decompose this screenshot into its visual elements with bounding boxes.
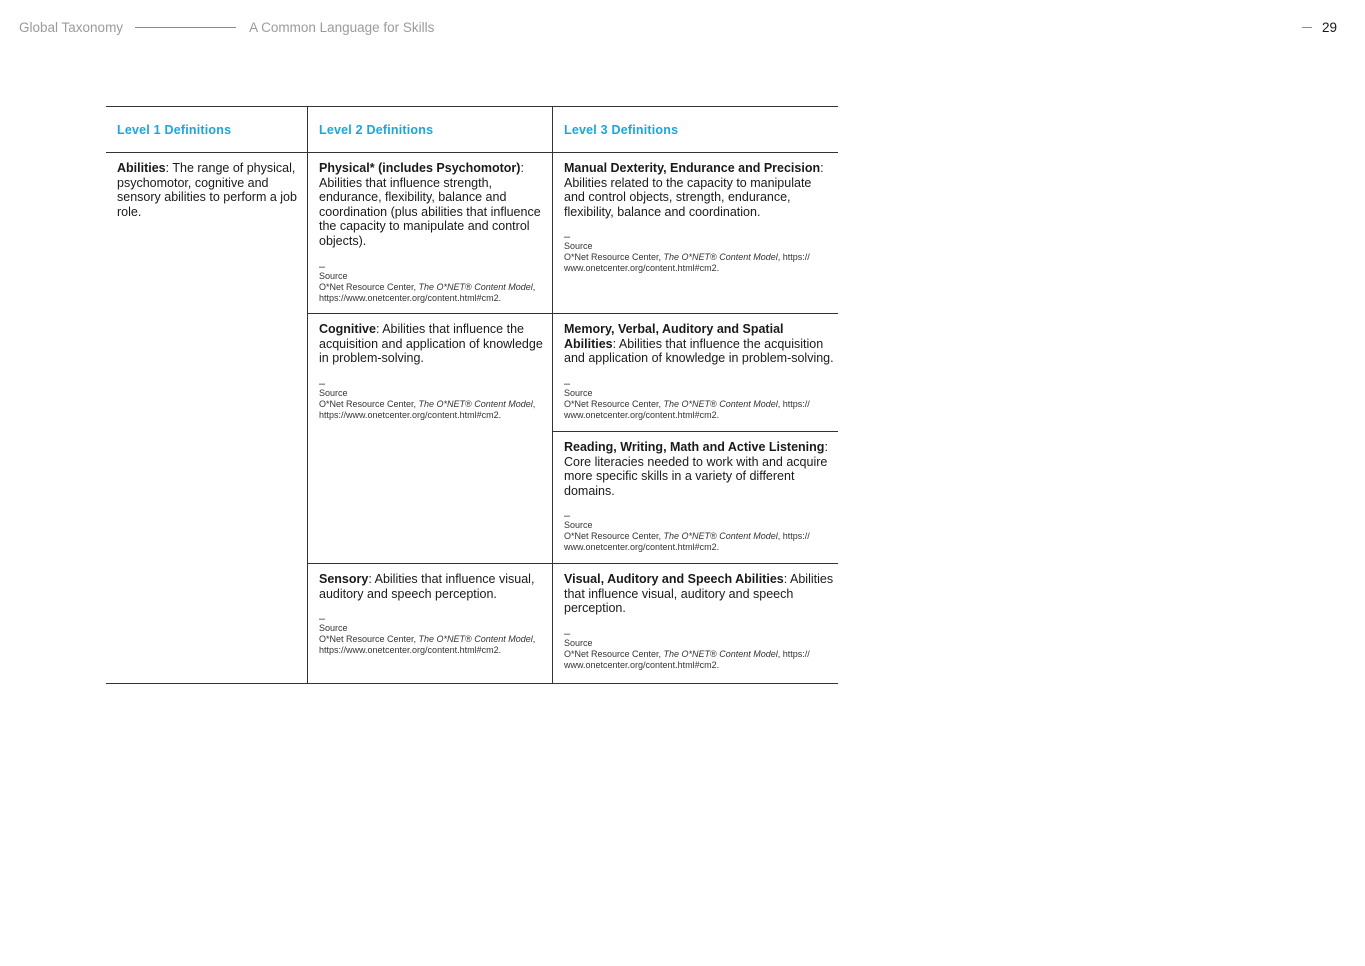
source-label: Source [564,637,593,648]
source-note: – Source O*Net Resource Center, The O*NET® Content Model, https:// www.onetcenter.org/content.html#cm2. [564,380,834,421]
column-header-level-3: Level 3 Definitions [564,123,679,137]
source-url: https://www.onetcenter.org/content.html#cm2. [319,292,502,303]
column-divider [552,107,553,683]
level3-cell-manual-dexterity [564,161,834,274]
definition-text: Abilities that influence the acquisition and application of knowledge in problem-solving. [319,322,543,366]
definition-text: Abilities that influence visual, auditory and speech perception. [564,572,834,616]
definition-term: Reading, Writing, Math and Active Listening [564,440,825,454]
source-label: Source [564,241,593,252]
source-label: Source [319,270,348,281]
level3-definition: Memory, Verbal, Auditory and Spatial Abilities: Abilities that influence the acquisition and application of knowledge in problem-solving. [564,322,834,366]
definition-term: Memory, Verbal, Auditory and Spatial Abilities [564,322,784,351]
source-url: https://www.onetcenter.org/content.html#cm2. [319,409,502,420]
definition-text: Core literacies needed to work with and acquire more specific skills in a variety of different domains. [564,454,828,498]
source-url: www.onetcenter.org/content.html#cm2. [564,263,720,274]
definition-term: Abilities [117,161,166,175]
definition-text: Abilities that influence visual, auditory and speech perception. [319,572,535,601]
definition-term: Manual Dexterity, Endurance and Precision [564,161,821,175]
source-note: – Source O*Net Resource Center, The O*NET® Content Model, https:// www.onetcenter.org/content.html#cm2. [564,630,834,671]
definition-text: Abilities that influence the acquisition and application of knowledge in problem-solving. [564,336,834,366]
source-note: – Source O*Net Resource Center, The O*NET® Content Model, https:// www.onetcenter.org/content.html#cm2. [564,512,834,553]
header-divider [106,152,838,153]
source-note: – Source O*Net Resource Center, The O*NET® Content Model, https:// www.onetcenter.org/content.html#cm2. [564,233,834,274]
column-header-level-1: Level 1 Definitions [117,123,232,137]
source-url: www.onetcenter.org/content.html#cm2. [564,542,720,553]
definition-term: Physical* (includes Psychomotor) [319,161,521,175]
page-number-dash [1302,27,1312,28]
doc-title: Global Taxonomy [19,19,124,35]
level2-cell-sensory [319,572,547,656]
level3-cell-visual-auditory [564,572,834,671]
row-divider [308,563,838,564]
definition-term: Visual, Auditory and Speech Abilities [564,572,784,586]
source-label: Source [319,387,348,398]
level3-cell-memory-verbal [564,322,834,421]
row-divider [553,431,838,432]
source-label: Source [564,387,593,398]
definition-term: Cognitive [319,322,376,336]
definition-text: The range of physical, psychomotor, cognitive and sensory abilities to perform a job role. [117,161,297,219]
level2-definition: Physical* (includes Psychomotor): Abilities that influence strength, endurance, flexibility, balance and coordination (plus abilities that influence the capacity to manipulate and control objects). [319,161,541,248]
source-label: Source [564,520,593,531]
source-note: – Source O*Net Resource Center, The O*NET® Content Model, https://www.onetcenter.org/content.html#cm2. [319,380,547,421]
header-rule [135,27,236,28]
level2-definition: Sensory: Abilities that influence visual, auditory and speech perception. [319,572,535,601]
column-header-level-2: Level 2 Definitions [319,123,434,137]
level3-cell-reading-writing [564,440,834,553]
source-url: https://www.onetcenter.org/content.html#cm2. [319,645,502,656]
level2-cell-cognitive [319,322,547,421]
definition-text: Abilities that influence strength, endurance, flexibility, balance and coordination (plus abilities that influence the capacity to manipulate and control objects). [319,175,541,248]
section-title: A Common Language for Skills [249,19,435,35]
level1-definition: Abilities: The range of physical, psychomotor, cognitive and sensory abilities to perform a job role. [117,161,297,219]
page-number: 29 [1321,19,1337,35]
source-url: www.onetcenter.org/content.html#cm2. [564,409,720,420]
definition-text: Abilities related to the capacity to manipulate and control objects, strength, endurance, flexibility, balance and coordination. [564,175,812,219]
row-divider [308,313,838,314]
level3-definition: Manual Dexterity, Endurance and Precision: Abilities related to the capacity to manipulate and control objects, strength, endurance, flexibility, balance and coordination. [564,161,824,219]
running-header [19,18,434,36]
level1-cell [117,161,301,219]
source-label: Source [319,623,348,634]
definition-term: Sensory [319,572,369,586]
definitions-table [106,106,838,684]
page-number-block [1302,18,1337,36]
source-note: – Source O*Net Resource Center, The O*NET® Content Model, https://www.onetcenter.org/content.html#cm2. [319,263,547,304]
source-note: – Source O*Net Resource Center, The O*NET® Content Model, https://www.onetcenter.org/content.html#cm2. [319,615,547,656]
level3-definition: Visual, Auditory and Speech Abilities: Abilities that influence visual, auditory and speech perception. [564,572,834,616]
level2-cell-physical [319,161,547,304]
level3-definition: Reading, Writing, Math and Active Listening: Core literacies needed to work with and acquire more specific skills in a variety of different domains. [564,440,828,498]
column-divider [307,107,308,683]
source-url: www.onetcenter.org/content.html#cm2. [564,659,720,670]
level2-definition: Cognitive: Abilities that influence the acquisition and application of knowledge in problem-solving. [319,322,543,366]
